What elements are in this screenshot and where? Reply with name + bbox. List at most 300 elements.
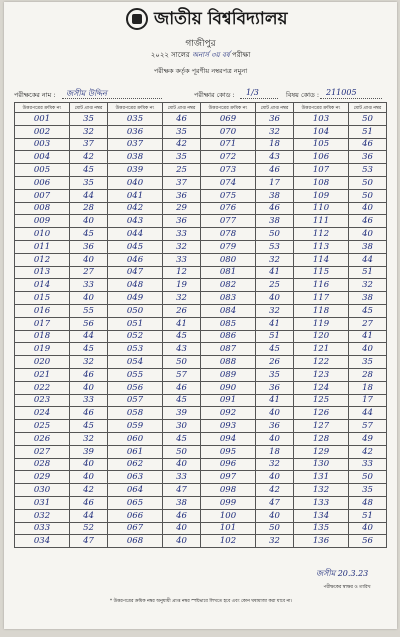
marks-cell: 40 — [256, 292, 294, 305]
marks-cell: 46 — [163, 113, 201, 126]
marks-cell: 35 — [163, 125, 201, 138]
marks-cell: 17 — [256, 176, 294, 189]
university-logo-icon — [126, 8, 148, 30]
serial-cell: 134 — [294, 509, 349, 522]
serial-cell: 066 — [108, 509, 163, 522]
serial-cell: 125 — [294, 394, 349, 407]
serial-cell: 063 — [108, 471, 163, 484]
serial-cell: 024 — [15, 407, 70, 420]
serial-cell: 049 — [108, 292, 163, 305]
serial-cell: 058 — [108, 407, 163, 420]
table-row — [15, 189, 387, 202]
table-row — [15, 215, 387, 228]
marks-cell: 48 — [349, 496, 387, 509]
marks-cell: 42 — [349, 445, 387, 458]
serial-cell: 098 — [201, 484, 256, 497]
serial-cell: 072 — [201, 151, 256, 164]
marks-cell: 37 — [163, 176, 201, 189]
table-row — [15, 522, 387, 535]
marks-cell: 44 — [70, 330, 108, 343]
serial-cell: 023 — [15, 394, 70, 407]
serial-cell: 109 — [294, 189, 349, 202]
footnote: * উত্তরপত্রের ক্রমিক নম্বর অনুযায়ী প্রাপ্ত নম্বর স্পষ্টভাবে লিখতে হবে এবং কোন ঘষামাজা করা যাবে না। — [109, 599, 293, 604]
header-serial: উত্তরপত্রের ক্রমিক নং — [201, 103, 256, 113]
serial-cell: 039 — [108, 164, 163, 177]
marks-cell: 32 — [256, 535, 294, 548]
marks-cell: 41 — [256, 394, 294, 407]
table-row — [15, 509, 387, 522]
marks-cell: 43 — [256, 151, 294, 164]
marks-cell: 56 — [70, 317, 108, 330]
marks-cell: 36 — [256, 381, 294, 394]
serial-cell: 067 — [108, 522, 163, 535]
marks-cell: 30 — [163, 420, 201, 433]
serial-cell: 100 — [201, 509, 256, 522]
marks-cell: 41 — [256, 266, 294, 279]
serial-cell: 122 — [294, 356, 349, 369]
exam-line-handwritten: অনার্স ৩য় বর্ষ — [191, 51, 230, 59]
serial-cell: 061 — [108, 445, 163, 458]
marks-cell: 40 — [163, 535, 201, 548]
serial-cell: 077 — [201, 215, 256, 228]
marks-cell: 39 — [70, 445, 108, 458]
marks-cell: 55 — [70, 304, 108, 317]
marks-cell: 41 — [256, 317, 294, 330]
marks-cell: 49 — [349, 432, 387, 445]
serial-cell: 029 — [15, 471, 70, 484]
serial-cell: 114 — [294, 253, 349, 266]
marks-cell: 32 — [163, 292, 201, 305]
marks-cell: 45 — [349, 304, 387, 317]
serial-cell: 038 — [108, 151, 163, 164]
marks-cell: 46 — [70, 496, 108, 509]
serial-cell: 083 — [201, 292, 256, 305]
marks-cell: 32 — [256, 458, 294, 471]
table-row — [15, 253, 387, 266]
marks-cell: 40 — [163, 458, 201, 471]
serial-cell: 047 — [108, 266, 163, 279]
marks-cell: 36 — [256, 420, 294, 433]
marks-cell: 56 — [349, 535, 387, 548]
marks-cell: 35 — [70, 176, 108, 189]
marks-cell: 33 — [349, 458, 387, 471]
marks-cell: 45 — [70, 420, 108, 433]
serial-cell: 124 — [294, 381, 349, 394]
marks-cell: 50 — [163, 445, 201, 458]
city-label: গাজীপুর — [185, 39, 216, 49]
serial-cell: 015 — [15, 292, 70, 305]
marks-cell: 53 — [349, 164, 387, 177]
table-row — [15, 343, 387, 356]
marks-cell: 40 — [256, 509, 294, 522]
serial-cell: 010 — [15, 228, 70, 241]
marks-cell: 46 — [163, 381, 201, 394]
serial-cell: 086 — [201, 330, 256, 343]
marks-cell: 36 — [256, 113, 294, 126]
marks-cell: 45 — [70, 228, 108, 241]
serial-cell: 043 — [108, 215, 163, 228]
marks-cell: 32 — [256, 253, 294, 266]
table-row — [15, 356, 387, 369]
marks-cell: 40 — [349, 228, 387, 241]
serial-cell: 118 — [294, 304, 349, 317]
marks-cell: 28 — [70, 202, 108, 215]
serial-cell: 113 — [294, 240, 349, 253]
marks-cell: 50 — [349, 176, 387, 189]
marks-cell: 50 — [349, 471, 387, 484]
marks-cell: 28 — [349, 368, 387, 381]
serial-cell: 008 — [15, 202, 70, 215]
marks-cell: 32 — [256, 125, 294, 138]
marks-cell: 40 — [70, 381, 108, 394]
table-row — [15, 304, 387, 317]
table-header-row — [15, 103, 387, 113]
serial-cell: 026 — [15, 432, 70, 445]
serial-cell: 126 — [294, 407, 349, 420]
serial-cell: 004 — [15, 151, 70, 164]
marks-cell: 47 — [70, 535, 108, 548]
marks-cell: 46 — [163, 509, 201, 522]
header-serial: উত্তরপত্রের ক্রমিক নং — [15, 103, 70, 113]
serial-cell: 112 — [294, 228, 349, 241]
serial-cell: 048 — [108, 279, 163, 292]
marks-cell: 38 — [256, 215, 294, 228]
serial-cell: 030 — [15, 484, 70, 497]
paper-code-value: 1/3 — [246, 88, 259, 97]
serial-cell: 101 — [201, 522, 256, 535]
marks-cell: 32 — [70, 432, 108, 445]
serial-cell: 071 — [201, 138, 256, 151]
marks-cell: 36 — [163, 189, 201, 202]
marks-cell: 40 — [256, 432, 294, 445]
serial-cell: 085 — [201, 317, 256, 330]
table-row — [15, 292, 387, 305]
serial-cell: 095 — [201, 445, 256, 458]
marks-cell: 53 — [256, 240, 294, 253]
subject-code-label: বিষয় কোড : — [286, 91, 320, 99]
serial-cell: 080 — [201, 253, 256, 266]
serial-cell: 054 — [108, 356, 163, 369]
marks-cell: 29 — [163, 202, 201, 215]
marks-cell: 37 — [70, 138, 108, 151]
serial-cell: 052 — [108, 330, 163, 343]
subject-code-value: 211005 — [326, 88, 357, 97]
marks-cell: 35 — [349, 484, 387, 497]
marks-cell: 35 — [163, 151, 201, 164]
serial-cell: 093 — [201, 420, 256, 433]
header-serial: উত্তরপত্রের ক্রমিক নং — [108, 103, 163, 113]
serial-cell: 082 — [201, 279, 256, 292]
serial-cell: 002 — [15, 125, 70, 138]
marks-cell: 32 — [349, 279, 387, 292]
marks-cell: 18 — [349, 381, 387, 394]
serial-cell: 044 — [108, 228, 163, 241]
marks-cell: 45 — [163, 432, 201, 445]
header-marks: মোট প্রাপ্ত নম্বর — [256, 103, 294, 113]
serial-cell: 012 — [15, 253, 70, 266]
serial-cell: 009 — [15, 215, 70, 228]
serial-cell: 001 — [15, 113, 70, 126]
serial-cell: 011 — [15, 240, 70, 253]
marks-cell: 46 — [70, 368, 108, 381]
serial-cell: 005 — [15, 164, 70, 177]
serial-cell: 021 — [15, 368, 70, 381]
serial-cell: 042 — [108, 202, 163, 215]
marks-cell: 33 — [70, 394, 108, 407]
marks-cell: 46 — [349, 215, 387, 228]
serial-cell: 062 — [108, 458, 163, 471]
serial-cell: 022 — [15, 381, 70, 394]
marks-table — [14, 102, 387, 548]
serial-cell: 135 — [294, 522, 349, 535]
marks-cell: 45 — [70, 164, 108, 177]
serial-cell: 053 — [108, 343, 163, 356]
marks-cell: 33 — [163, 228, 201, 241]
marks-cell: 27 — [349, 317, 387, 330]
marks-cell: 42 — [70, 484, 108, 497]
serial-cell: 084 — [201, 304, 256, 317]
serial-cell: 133 — [294, 496, 349, 509]
marks-cell: 32 — [256, 304, 294, 317]
serial-cell: 076 — [201, 202, 256, 215]
table-row — [15, 151, 387, 164]
table-row — [15, 202, 387, 215]
serial-cell: 136 — [294, 535, 349, 548]
serial-cell: 007 — [15, 189, 70, 202]
serial-cell: 081 — [201, 266, 256, 279]
table-row — [15, 420, 387, 433]
marks-cell: 40 — [349, 522, 387, 535]
serial-cell: 073 — [201, 164, 256, 177]
serial-cell: 037 — [108, 138, 163, 151]
marks-cell: 40 — [256, 471, 294, 484]
marks-cell: 44 — [349, 407, 387, 420]
marks-cell: 38 — [163, 496, 201, 509]
paper-code-label: পরীক্ষার কোড : — [194, 91, 235, 99]
serial-cell: 051 — [108, 317, 163, 330]
serial-cell: 032 — [15, 509, 70, 522]
serial-cell: 128 — [294, 432, 349, 445]
marks-cell: 36 — [349, 151, 387, 164]
serial-cell: 006 — [15, 176, 70, 189]
table-row — [15, 279, 387, 292]
serial-cell: 099 — [201, 496, 256, 509]
marks-cell: 51 — [349, 509, 387, 522]
signature-caption: পরীক্ষকের স্বাক্ষর ও তারিখ — [323, 585, 371, 590]
serial-cell: 078 — [201, 228, 256, 241]
serial-cell: 094 — [201, 432, 256, 445]
serial-cell: 033 — [15, 522, 70, 535]
serial-cell: 090 — [201, 381, 256, 394]
examiner-name-label: পরীক্ষকের নাম : — [14, 91, 56, 99]
marks-cell: 26 — [256, 356, 294, 369]
marks-cell: 40 — [349, 202, 387, 215]
marks-cell: 38 — [256, 189, 294, 202]
marks-cell: 33 — [163, 471, 201, 484]
marks-cell: 45 — [163, 394, 201, 407]
exam-line-prefix: ২০২২ সালের — [150, 51, 190, 59]
marks-cell: 18 — [256, 138, 294, 151]
serial-cell: 117 — [294, 292, 349, 305]
serial-cell: 036 — [108, 125, 163, 138]
serial-cell: 070 — [201, 125, 256, 138]
serial-cell: 120 — [294, 330, 349, 343]
serial-cell: 045 — [108, 240, 163, 253]
marks-cell: 39 — [163, 407, 201, 420]
serial-cell: 105 — [294, 138, 349, 151]
marks-cell: 47 — [256, 496, 294, 509]
marks-cell: 19 — [163, 279, 201, 292]
serial-cell: 108 — [294, 176, 349, 189]
marks-cell: 40 — [70, 292, 108, 305]
header-marks: মোট প্রাপ্ত নম্বর — [70, 103, 108, 113]
serial-cell: 119 — [294, 317, 349, 330]
serial-cell: 110 — [294, 202, 349, 215]
marks-cell: 50 — [349, 189, 387, 202]
marks-cell: 40 — [349, 343, 387, 356]
marks-cell: 38 — [349, 292, 387, 305]
serial-cell: 115 — [294, 266, 349, 279]
serial-cell: 057 — [108, 394, 163, 407]
table-row — [15, 330, 387, 343]
marks-cell: 40 — [70, 471, 108, 484]
marks-cell: 35 — [70, 113, 108, 126]
table-row — [15, 368, 387, 381]
serial-cell: 074 — [201, 176, 256, 189]
serial-cell: 075 — [201, 189, 256, 202]
table-row — [15, 381, 387, 394]
marks-cell: 46 — [70, 407, 108, 420]
marks-cell: 44 — [70, 509, 108, 522]
marks-cell: 40 — [70, 458, 108, 471]
serial-cell: 028 — [15, 458, 70, 471]
marks-cell: 26 — [163, 304, 201, 317]
marks-cell: 32 — [70, 356, 108, 369]
table-row — [15, 484, 387, 497]
serial-cell: 020 — [15, 356, 70, 369]
marks-cell: 57 — [349, 420, 387, 433]
marks-cell: 46 — [256, 164, 294, 177]
marks-cell: 42 — [70, 151, 108, 164]
table-row — [15, 458, 387, 471]
serial-cell: 131 — [294, 471, 349, 484]
serial-cell: 059 — [108, 420, 163, 433]
serial-cell: 089 — [201, 368, 256, 381]
table-row — [15, 113, 387, 126]
serial-cell: 087 — [201, 343, 256, 356]
serial-cell: 055 — [108, 368, 163, 381]
serial-cell: 097 — [201, 471, 256, 484]
marks-cell: 57 — [163, 368, 201, 381]
serial-cell: 003 — [15, 138, 70, 151]
university-title: জাতীয় বিশ্ববিদ্যালয় — [154, 9, 288, 29]
marks-cell: 51 — [256, 330, 294, 343]
serial-cell: 104 — [294, 125, 349, 138]
serial-cell: 018 — [15, 330, 70, 343]
table-row — [15, 317, 387, 330]
marks-cell: 44 — [70, 189, 108, 202]
serial-cell: 016 — [15, 304, 70, 317]
serial-cell: 017 — [15, 317, 70, 330]
marks-cell: 33 — [70, 279, 108, 292]
marks-cell: 43 — [163, 343, 201, 356]
header-marks: মোট প্রাপ্ত নম্বর — [349, 103, 387, 113]
serial-cell: 107 — [294, 164, 349, 177]
table-row — [15, 125, 387, 138]
serial-cell: 069 — [201, 113, 256, 126]
serial-cell: 127 — [294, 420, 349, 433]
header-marks: মোট প্রাপ্ত নম্বর — [163, 103, 201, 113]
serial-cell: 025 — [15, 420, 70, 433]
marks-cell: 46 — [256, 202, 294, 215]
table-body — [15, 113, 387, 548]
marks-cell: 51 — [349, 266, 387, 279]
table-row — [15, 164, 387, 177]
marks-cell: 52 — [70, 522, 108, 535]
serial-cell: 065 — [108, 496, 163, 509]
marks-cell: 51 — [349, 125, 387, 138]
marks-cell: 25 — [256, 279, 294, 292]
table-row — [15, 432, 387, 445]
marks-cell: 50 — [256, 522, 294, 535]
examiner-name-value: জসীম উদ্দিন — [66, 89, 107, 98]
serial-cell: 031 — [15, 496, 70, 509]
marks-cell: 50 — [256, 228, 294, 241]
marks-cell: 40 — [70, 215, 108, 228]
serial-cell: 046 — [108, 253, 163, 266]
serial-cell: 102 — [201, 535, 256, 548]
serial-cell: 106 — [294, 151, 349, 164]
sheet-caption: পরীক্ষক কর্তৃক পূরণীয় নম্বরপত্র নমুনা — [153, 67, 248, 75]
serial-cell: 019 — [15, 343, 70, 356]
serial-cell: 116 — [294, 279, 349, 292]
serial-cell: 034 — [15, 535, 70, 548]
marks-cell: 32 — [163, 240, 201, 253]
marks-cell: 33 — [163, 253, 201, 266]
marks-cell: 35 — [349, 356, 387, 369]
serial-cell: 091 — [201, 394, 256, 407]
header-serial: উত্তরপত্রের ক্রমিক নং — [294, 103, 349, 113]
exam-line-suffix: পরীক্ষা — [231, 51, 251, 59]
serial-cell: 111 — [294, 215, 349, 228]
marks-cell: 18 — [256, 445, 294, 458]
serial-cell: 040 — [108, 176, 163, 189]
marks-cell: 40 — [256, 407, 294, 420]
table-row — [15, 228, 387, 241]
marks-cell: 46 — [349, 138, 387, 151]
serial-cell: 035 — [108, 113, 163, 126]
examiner-info-line — [14, 88, 386, 100]
marks-cell: 50 — [163, 356, 201, 369]
marks-cell: 12 — [163, 266, 201, 279]
marks-cell: 36 — [70, 240, 108, 253]
marks-cell: 25 — [163, 164, 201, 177]
serial-cell: 060 — [108, 432, 163, 445]
marks-cell: 38 — [349, 240, 387, 253]
serial-cell: 041 — [108, 189, 163, 202]
serial-cell: 027 — [15, 445, 70, 458]
serial-cell: 096 — [201, 458, 256, 471]
exam-line — [4, 49, 397, 61]
serial-cell: 013 — [15, 266, 70, 279]
serial-cell: 103 — [294, 113, 349, 126]
table-row — [15, 535, 387, 548]
marks-cell: 50 — [349, 113, 387, 126]
serial-cell: 129 — [294, 445, 349, 458]
examiner-signature: জসীম 20.3.23 — [316, 569, 369, 578]
serial-cell: 092 — [201, 407, 256, 420]
marks-cell: 36 — [163, 215, 201, 228]
